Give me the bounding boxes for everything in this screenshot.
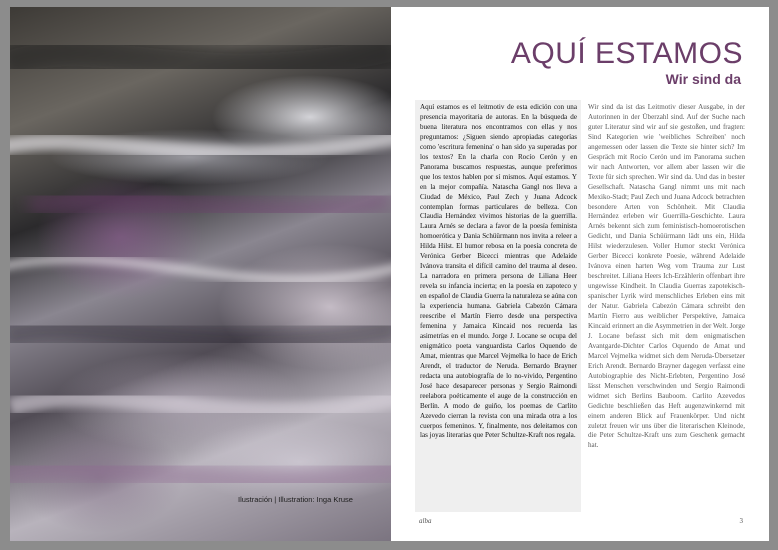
magazine-name: alba <box>419 517 432 525</box>
magazine-spread <box>10 7 769 541</box>
bilingual-columns <box>415 100 751 512</box>
illustration-page <box>10 7 391 541</box>
illustration-caption: Ilustración | Illustration: Inga Kruse <box>238 495 353 504</box>
spanish-editorial-text: Aquí estamos es el leitmotiv de esta edición con una presencia mayoritaria de autoras. En la búsqueda de buena literatura nos encontramos con ellas y nos preguntamos: ¿Siguen siendo apropiadas categorías como 'escritura femenina' o han sido ya superadas por los textos? En la charla con Rocío Cerón y en Panorama buscamos respuestas, aunque preferimos que los textos hablen por sí mismos. Aquí estamos. Y en la mejor compañía. Natascha Gangl nos lleva a Ciudad de México, Paul Zech y Juana Adcock contemplan formas particulares de belleza. Con Claudia Hernández vivimos historias de la guerrilla. Laura Arnés se declara a favor de la poesía feminista homoerótica y Dania Schüürmann nos invita a releer a Hilda Hilst. El humor rebosa en la poesía concreta de Verónica Gerber Bicecci mientras que Adelaide Ivánova transita el difícil camino del trauma al deseo. La narradora en primera persona de Liliana Heer revela su infancia incierta; en la poesía en zapoteco y en español de Claudia Guerra la naturaleza se aúna con la experiencia humana. Gabriela Cabezón Cámara reescribe el Martín Fierro desde una perspectiva femenina y Jamaica Kincaid nos recuerda las asimetrías en el mundo. Jorge J. Locane se ocupa del enigmático poeta vanguardista Carlos Oquendo de Amat, mientras que Marcel Vejmelka lo hace de Erich Arendt, el traductor de Neruda. Bernardo Brayner redacta una autobiografía de lo no-vivido, Pergentino José hace desaparecer personas y Sergio Raimondi reelabora poéticamente el auge de la construcción en Berlín. A modo de guiño, los poemas de Carlito Azevedo cierran la revista con una mirada otra a los cuerpos femeninos. Y, finalmente, nos deleitamos con las joyas literarias que Peter Schultze-Kraft nos regala. <box>420 103 577 440</box>
abstract-illustration <box>10 7 391 541</box>
german-column <box>581 100 751 512</box>
page-title: AQUÍ ESTAMOS <box>510 37 743 70</box>
spanish-column <box>415 100 581 512</box>
german-editorial-text: Wir sind da ist das Leitmotiv dieser Ausgabe, in der Autorinnen in der Überzahl sind. Auf der Suche nach guter Literatur sind wir auf sie gestoßen, und fragten: Sind Kategorien wie 'weibliches Schreiben' noch angemessen oder lassen die Texte sie hinter sich? Im Gespräch mit Rocío Cerón und im Panorama suchen wir nach Antworten, vor allem aber lassen wir die Texte für sich sprechen. Wir sind da. Und das in bester Gesellschaft. Natascha Gangl nimmt uns mit nach Mexiko-Stadt; Paul Zech und Juana Adcock betrachten besondere Arten von Schönheit. Mit Claudia Hernández erleben wir Guerrilla-Geschichte. Laura Arnés bekennt sich zum feministisch-homoerotischen Gedicht, und Dania Schüürmann lädt uns ein, Hilda Hilst wiederzulesen. Voller Humor steckt Verónica Gerber Bicecci konkrete Poesie, während Adelaide Ivánova einen harten Weg vom Trauma zur Lust beschreitet. Liliana Heers Ich-Erzählerin offenbart ihre ungewisse Kindheit. In Claudia Guerras zapotekisch-spanischer Lyrik wird menschliches Erleben eins mit der Natur. Gabriela Cabezón Cámara schreibt den Martín Fierro aus weiblicher Perspektive, Jamaica Kincaid erinnert an die Asymmetrien in der Welt. Jorge J. Locane befasst sich mit dem enigmatischen Avantgarde-Dichter Carlos Oquendo de Amat und Marcel Vejmelka widmet sich dem Neruda-Übersetzer Erich Arendt. Bernardo Brayner dagegen verfasst eine Autobiographie des Nicht-Erlebten, Pergentino José lässt Menschen verschwinden und Sergio Raimondi widmet sich Berlins Bauboom. Carlito Azevedos Gedichte beschließen das Heft augenzwinkernd mit einem anderen Blick auf Frauenkörper. Und nicht zuletzt freuen wir uns über die literarischen Kleinode, die Peter Schultze-Kraft uns zum Geschenk gemacht hat. <box>588 103 745 450</box>
editorial-page <box>391 7 769 541</box>
page-number: 3 <box>739 517 743 525</box>
page-subtitle: Wir sind da <box>665 71 741 87</box>
